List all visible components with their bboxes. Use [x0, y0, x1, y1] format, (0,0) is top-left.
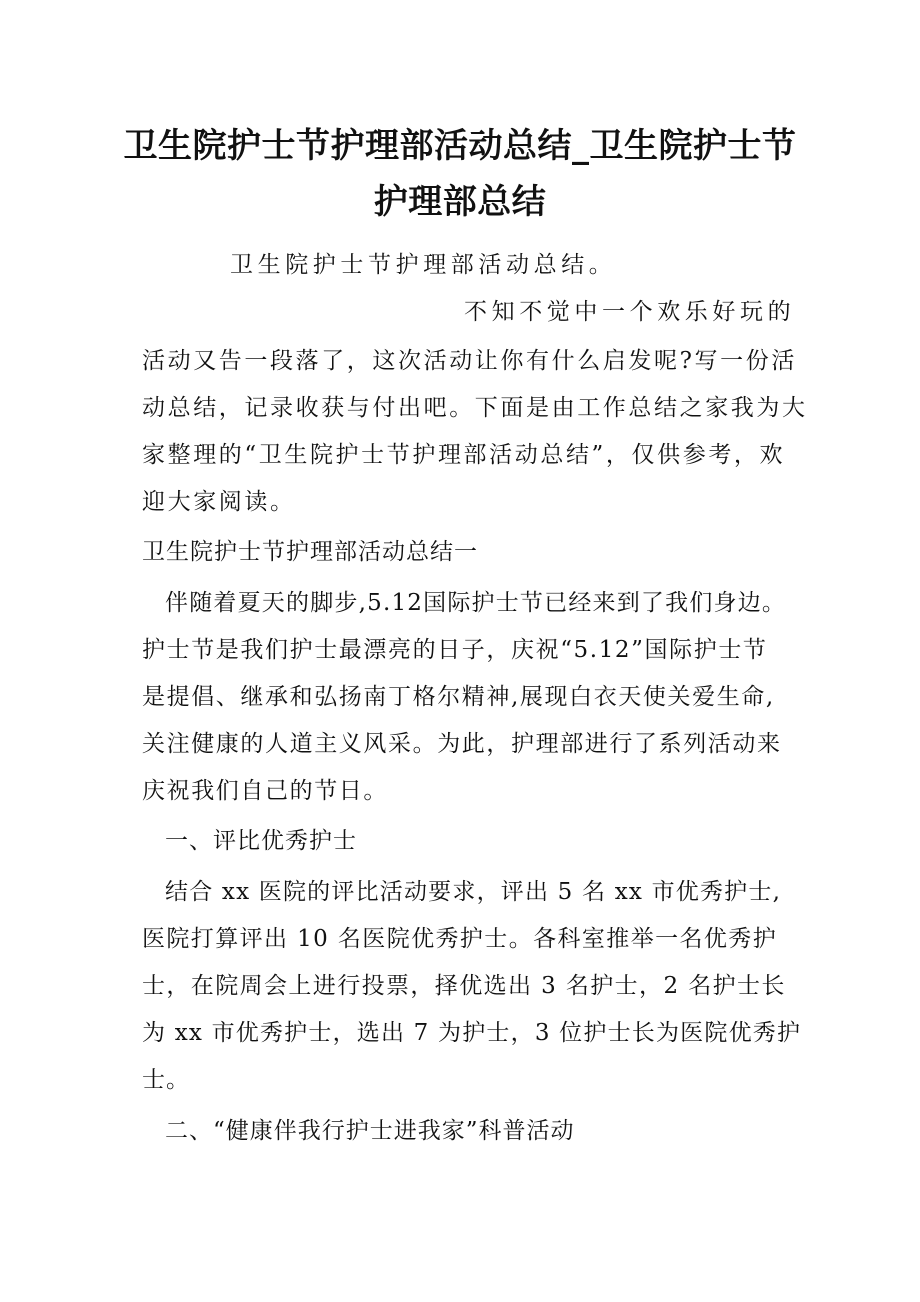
item-heading: 二、“健康伴我行护士进我家”科普活动	[165, 1118, 575, 1144]
paragraph-line: 士，在院周会上进行投票，择优选出 3 名护士，2 名护士长	[142, 973, 786, 999]
section-heading: 卫生院护士节护理部活动总结一	[142, 539, 478, 565]
intro-heading: 卫生院护士节护理部活动总结。	[230, 252, 617, 278]
paragraph-line: 庆祝我们自己的节日。	[142, 778, 388, 804]
intro-line: 家整理的“卫生院护士节护理部活动总结”，仅供参考，欢	[142, 442, 786, 468]
paragraph-line: 士。	[142, 1067, 190, 1093]
intro-line: 不知不觉中一个欢乐好玩的	[464, 299, 796, 325]
document-title: 卫生院护士节护理部活动总结_卫生院护士节护理部总结	[123, 126, 797, 222]
paragraph-line: 是提倡、继承和弘扬南丁格尔精神,展现白衣天使关爱生命,	[142, 684, 775, 710]
paragraph-line: 护士节是我们护士最漂亮的日子，庆祝“5.12”国际护士节	[142, 637, 768, 663]
intro-line: 活动又告一段落了，这次活动让你有什么启发呢?写一份活	[142, 348, 797, 374]
paragraph-line: 结合 xx 医院的评比活动要求，评出 5 名 xx 市优秀护士,	[165, 879, 782, 905]
paragraph-line: 关注健康的人道主义风采。为此，护理部进行了系列活动来	[142, 731, 782, 757]
paragraph-line: 伴随着夏天的脚步,5.12国际护士节已经来到了我们身边。	[165, 590, 787, 616]
item-heading: 一、评比优秀护士	[165, 828, 357, 854]
intro-line: 迎大家阅读。	[142, 489, 296, 515]
intro-line: 动总结，记录收获与付出吧。下面是由工作总结之家我为大	[142, 395, 808, 421]
paragraph-line: 医院打算评出 10 名医院优秀护士。各科室推举一名优秀护	[142, 926, 778, 952]
paragraph-line: 为 xx 市优秀护士，选出 7 为护士，3 位护士长为医院优秀护	[142, 1020, 802, 1046]
